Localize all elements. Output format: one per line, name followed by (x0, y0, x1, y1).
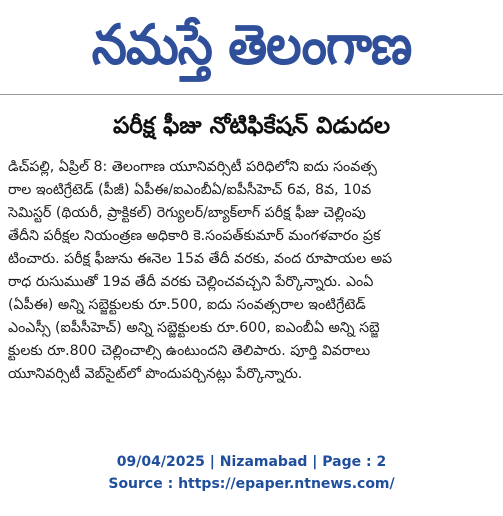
article-body (8, 156, 496, 386)
newspaper-masthead: నమస్తే తెలంగాణ (91, 13, 412, 77)
article-line: టించారు. పరీక్ష ఫీజును ఈనెల 15వ తేదీ వరకు, వంద రూపాయల అప (8, 251, 393, 267)
edition-info: 09/04/2025 | Nizamabad | Page : 2 (116, 454, 387, 470)
masthead-divider (0, 94, 503, 95)
article-headline: పరీక్ష ఫీజు నోటిఫికేషన్ విడుదల (112, 113, 391, 139)
article-line: తేదీని పరీక్షల నియంత్రణ అధికారి కె.సంపత్‌కుమార్ మంగళవారం ప్రక (8, 228, 381, 244)
article-line: రాల ఇంటిగ్రేటెడ్ (పీజీ) ఏపీఈ/ఐఎంబీఏ/ఐపీసీహెచ్ 6వ, 8వ, 10వ (8, 182, 372, 198)
article-line: (ఏపీఈ) అన్ని సబ్జెక్టులకు రూ.500, ఐదు సంవత్సరాల ఇంటిగ్రేటెడ్ (8, 297, 366, 313)
article-line: క్టులకు రూ.800 చెల్లించాల్సి ఉంటుందని తెలిపారు. పూర్తి వివరాలు (8, 343, 371, 359)
article-line: రాధ రుసుముతో 19వ తేదీ వరకు చెల్లించవచ్చని పేర్కొన్నారు. ఎంఏ (8, 274, 374, 290)
article-line: ఎంఎస్సీ (ఐపీసీహెచ్) అన్ని సబ్జెక్టులకు రూ.600, ఐఎంబీఏ అన్ని సబ్జె (8, 320, 380, 336)
article-line: సెమిస్టర్ (థియరీ, ప్రాక్టికల్) రెగ్యులర్/బ్యాక్‌లాగ్ పరీక్ష ఫీజు చెల్లింపు (8, 205, 366, 221)
article-line: డిచ్‌పల్లి, ఏప్రిల్ 8: తెలంగాణ యూనివర్సిటీ పరిధిలోని ఐదు సంవత్స (8, 159, 377, 175)
article-line: యూనివర్సిటీ వెబ్‌సైట్‌లో పొందుపర్చినట్లు పేర్కొన్నారు. (8, 366, 303, 382)
source-link[interactable]: Source : https://epaper.ntnews.com/ (108, 476, 395, 492)
